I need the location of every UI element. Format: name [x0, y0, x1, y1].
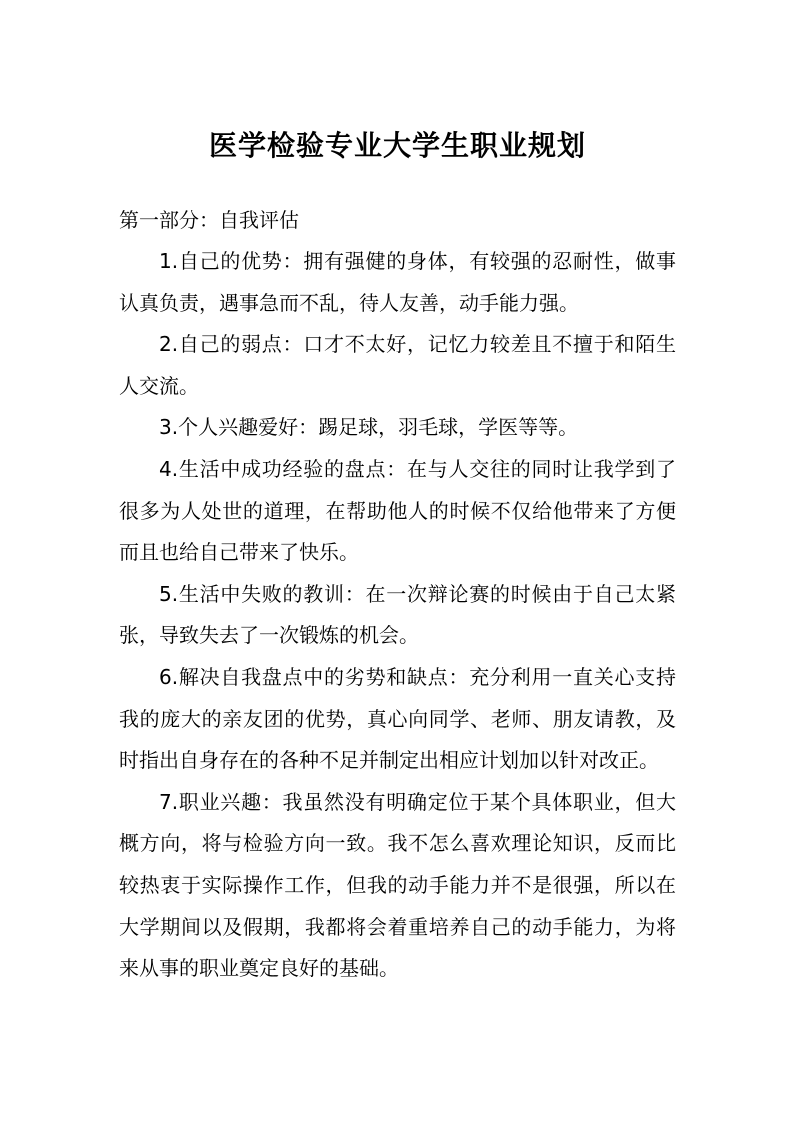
- paragraph-weaknesses: 2.自己的弱点：口才不太好，记忆力较差且不擅于和陌生人交流。: [119, 332, 676, 398]
- paragraph-career-interest: 7.职业兴趣：我虽然没有明确定位于某个具体职业，但大概方向，将与检验方向一致。我不怎么喜欢理论知识，反而比较热衷于实际操作工作，但我的动手能力并不是很强，所以在大学期间以及假期，我都将会着重培养自己的动手能力，为将来从事的职业奠定良好的基础。: [119, 789, 676, 981]
- paragraph-improvement-plan: 6.解决自我盘点中的劣势和缺点：充分利用一直关心支持我的庞大的亲友团的优势，真心向同学、老师、朋友请教，及时指出自身存在的各种不足并制定出相应计划加以针对改正。: [119, 664, 676, 773]
- paragraph-hobbies: 3.个人兴趣爱好：踢足球，羽毛球，学医等等。: [159, 415, 579, 440]
- paragraph-failure-lesson: 5.生活中失败的教训：在一次辩论赛的时候由于自己太紧张，导致失去了一次锻炼的机会。: [119, 581, 676, 648]
- paragraph-strengths: 1.自己的优势：拥有强健的身体，有较强的忍耐性，做事认真负责，遇事急而不乱，待人友善，动手能力强。: [119, 249, 676, 315]
- document-title: 医学检验专业大学生职业规划: [208, 129, 586, 162]
- section-heading: 第一部分：自我评估: [119, 208, 299, 232]
- paragraph-success-experience: 4.生活中成功经验的盘点：在与人交往的同时让我学到了很多为人处世的道理，在帮助他人的时候不仅给他带来了方便而且也给自己带来了快乐。: [119, 456, 676, 565]
